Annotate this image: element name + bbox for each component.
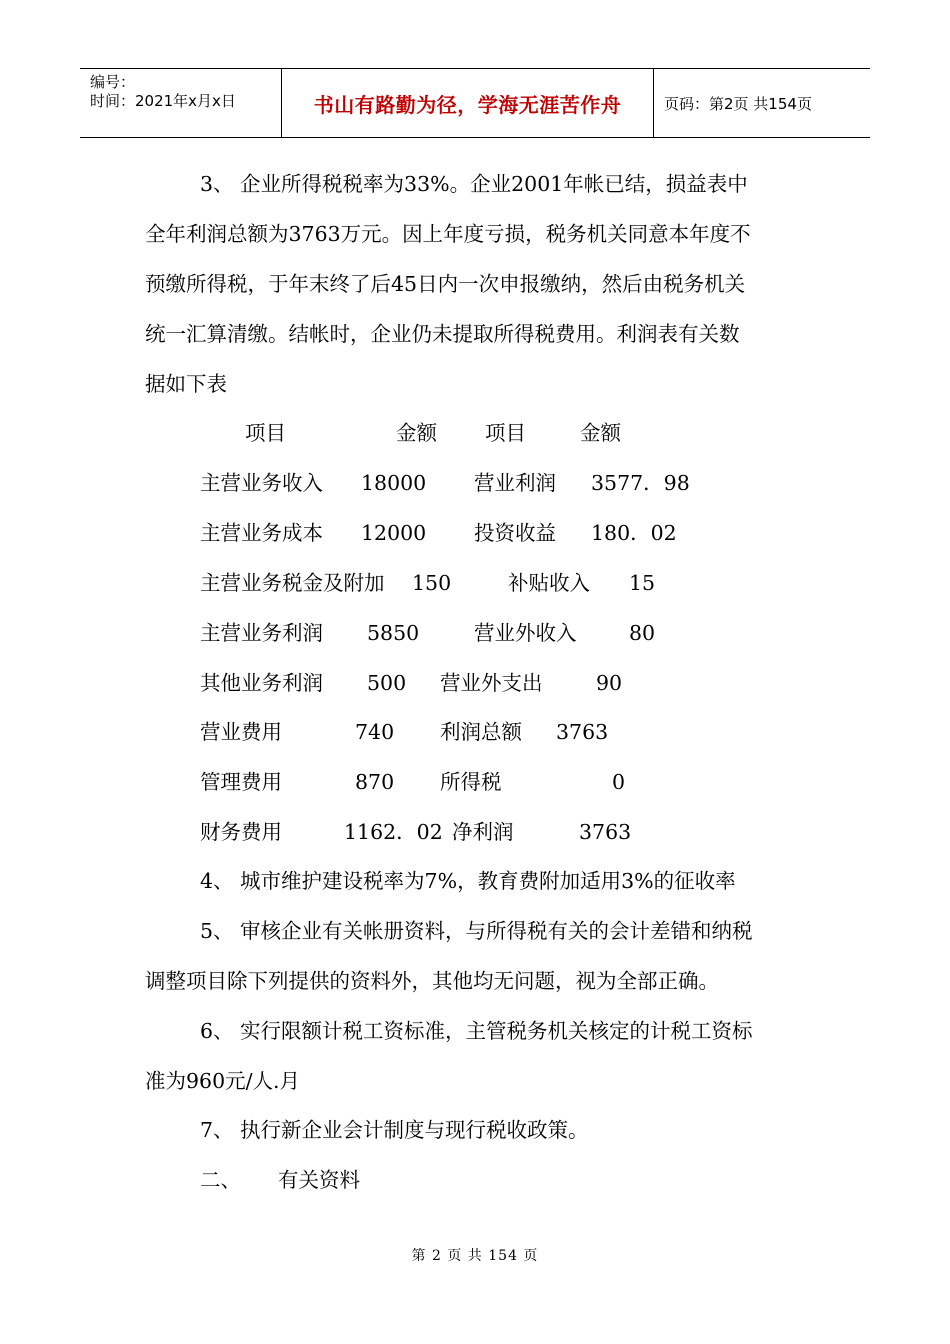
table-header-item: 项目 xyxy=(245,421,286,445)
header-motto: 书山有路勤为径，学海无涯苦作舟 xyxy=(313,92,622,117)
header-motto-cell xyxy=(281,69,654,137)
header-page-info xyxy=(654,69,870,137)
table-row-label: 营业外收入 xyxy=(474,621,577,645)
table-row-value: 500 xyxy=(367,671,407,695)
table-row-value: 80 xyxy=(629,621,656,645)
table-row-label: 营业费用 xyxy=(200,720,282,744)
table-row-value: 18000 xyxy=(361,471,427,495)
paragraph-5-line-2: 调整项目除下列提供的资料外，其他均无问题，视为全部正确。 xyxy=(145,969,719,993)
table-row-value: 3763 xyxy=(579,820,632,844)
paragraph-3-line-5: 据如下表 xyxy=(145,372,227,396)
table-header-amount: 金额 xyxy=(396,421,437,445)
table-row-value: 740 xyxy=(355,720,395,744)
paragraph-6-line-1: 6、 实行限额计税工资标准，主管税务机关核定的计税工资标 xyxy=(200,1019,753,1043)
table-header-item-2: 项目 xyxy=(485,421,526,445)
table-row-label: 营业利润 xyxy=(474,471,556,495)
paragraph-3-line-4: 统一汇算清缴。结帐时，企业仍未提取所得税费用。利润表有关数 xyxy=(145,322,740,346)
table-row-label: 补贴收入 xyxy=(508,571,590,595)
table-row-label: 净利润 xyxy=(452,820,514,844)
table-row-label: 所得税 xyxy=(440,770,502,794)
paragraph-3-line-3: 预缴所得税，于年末终了后45日内一次申报缴纳，然后由税务机关 xyxy=(145,272,746,296)
paragraph-6-line-2: 准为960元/人.月 xyxy=(145,1069,301,1093)
table-row-value: 180．02 xyxy=(591,521,677,545)
table-row-label: 财务费用 xyxy=(200,820,282,844)
table-row-label: 主营业务税金及附加 xyxy=(200,571,385,595)
table-row-label: 管理费用 xyxy=(200,770,282,794)
date-label: 时间：2021年x月x日 xyxy=(90,92,236,110)
table-row-label: 主营业务成本 xyxy=(200,521,323,545)
table-row-label: 主营业务收入 xyxy=(200,471,323,495)
table-row-value: 870 xyxy=(355,770,395,794)
paragraph-5-line-1: 5、 审核企业有关帐册资料，与所得税有关的会计差错和纳税 xyxy=(200,919,753,943)
page-info-label: 页码：第2页 共154页 xyxy=(664,94,812,113)
table-row-value: 12000 xyxy=(361,521,427,545)
table-row-value: 150 xyxy=(412,571,452,595)
paragraph-4: 4、 城市维护建设税率为7%，教育费附加适用3%的征收率 xyxy=(200,869,736,893)
table-row-value: 15 xyxy=(629,571,656,595)
table-row-value: 3577．98 xyxy=(591,471,690,495)
table-row-label: 利润总额 xyxy=(440,720,522,744)
serial-number-label: 编号： xyxy=(90,73,136,91)
page-footer: 第 2 页 共 154 页 xyxy=(411,1248,539,1264)
paragraph-3-line-1: 3、 企业所得税税率为33%。企业2001年帐已结，损益表中 xyxy=(200,172,748,196)
table-row-value: 5850 xyxy=(367,621,420,645)
table-row-value: 0 xyxy=(612,770,626,794)
table-row-value: 90 xyxy=(596,671,623,695)
table-row-label: 投资收益 xyxy=(474,521,556,545)
paragraph-7: 7、 执行新企业会计制度与现行税收政策。 xyxy=(200,1118,589,1142)
paragraph-3-line-2: 全年利润总额为3763万元。因上年度亏损，税务机关同意本年度不 xyxy=(145,222,751,246)
table-row-value: 1162．02 xyxy=(344,820,443,844)
table-row-value: 3763 xyxy=(556,720,609,744)
table-row-label: 其他业务利润 xyxy=(200,671,323,695)
table-row-label: 营业外支出 xyxy=(440,671,543,695)
section-2-title: 有关资料 xyxy=(278,1168,360,1192)
table-header-amount-2: 金额 xyxy=(580,421,621,445)
header-meta xyxy=(80,69,281,137)
table-row-label: 主营业务利润 xyxy=(200,621,323,645)
section-2-number: 二、 xyxy=(200,1168,241,1192)
page-header xyxy=(80,68,870,138)
